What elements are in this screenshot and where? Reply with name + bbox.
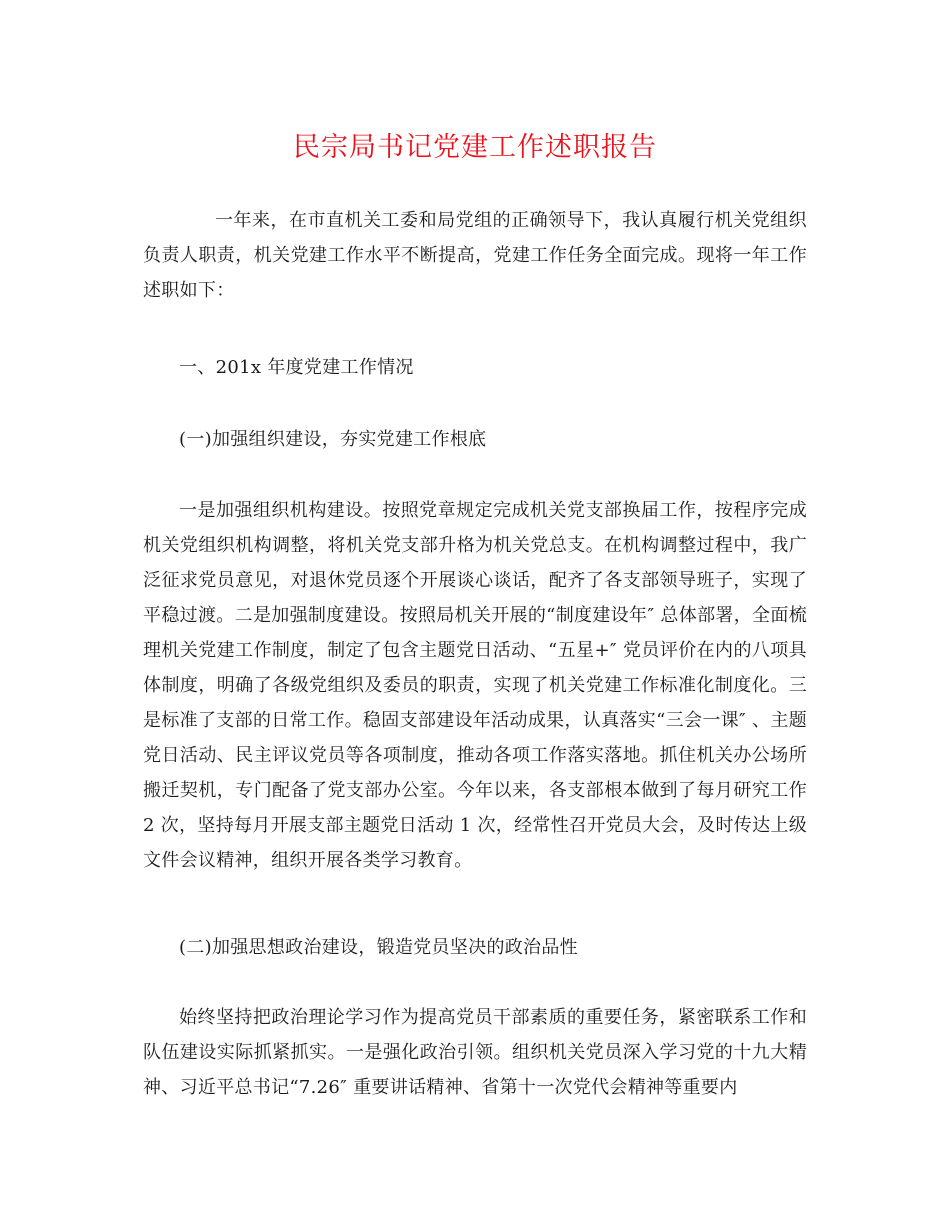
intro-paragraph: 一年来，在市直机关工委和局党组的正确领导下，我认真履行机关党组织负责人职责，机关党建工作水平不断提高，党建工作任务全面完成。现将一年工作述职如下：: [143, 210, 807, 301]
document-title: 民宗局书记党建工作述职报告: [293, 132, 657, 163]
subsection-heading: (二)加强思想政治建设，锻造党员坚决的政治品性: [179, 937, 578, 958]
body-paragraph: 始终坚持把政治理论学习作为提高党员干部素质的重要任务，紧密联系工作和队伍建设实际抓紧抓实。一是强化政治引领。组织机关党员深入学习党的十九大精神、习近平总书记“7.26″ 重要讲话精神、省第十一次党代会精神等重要内: [143, 1007, 807, 1098]
section-heading: 一、201x 年度党建工作情况: [179, 357, 414, 378]
body-paragraph: 一是加强组织机构建设。按照党章规定完成机关党支部换届工作，按程序完成机关党组织机构调整，将机关党支部升格为机关党总支。在机构调整过程中，我广泛征求党员意见，对退休党员逐个开展谈心谈话，配齐了各支部领导班子，实现了平稳过渡。二是加强制度建设。按照局机关开展的“制度建设年″ 总体部署，全面梳理机关党建工作制度，制定了包含主题党日活动、“五星+″ 党员评价在内的八项具体制度，明确了各级党组织及委员的职责，实现了机关党建工作标准化制度化。三是标准了支部的日常工作。稳固支部建设年活动成果，认真落实“三会一课″ 、主题党日活动、民主评议党员等各项制度，推动各项工作落实落地。抓住机关办公场所搬迁契机，专门配备了党支部办公室。今年以来，各支部根本做到了每月研究工作 2 次，坚持每月开展支部主题党日活动 1 次，经常性召开党员大会，及时传达上级文件会议精神，组织开展各类学习教育。: [143, 500, 807, 871]
subsection-heading: (一)加强组织建设，夯实党建工作根底: [179, 429, 487, 450]
